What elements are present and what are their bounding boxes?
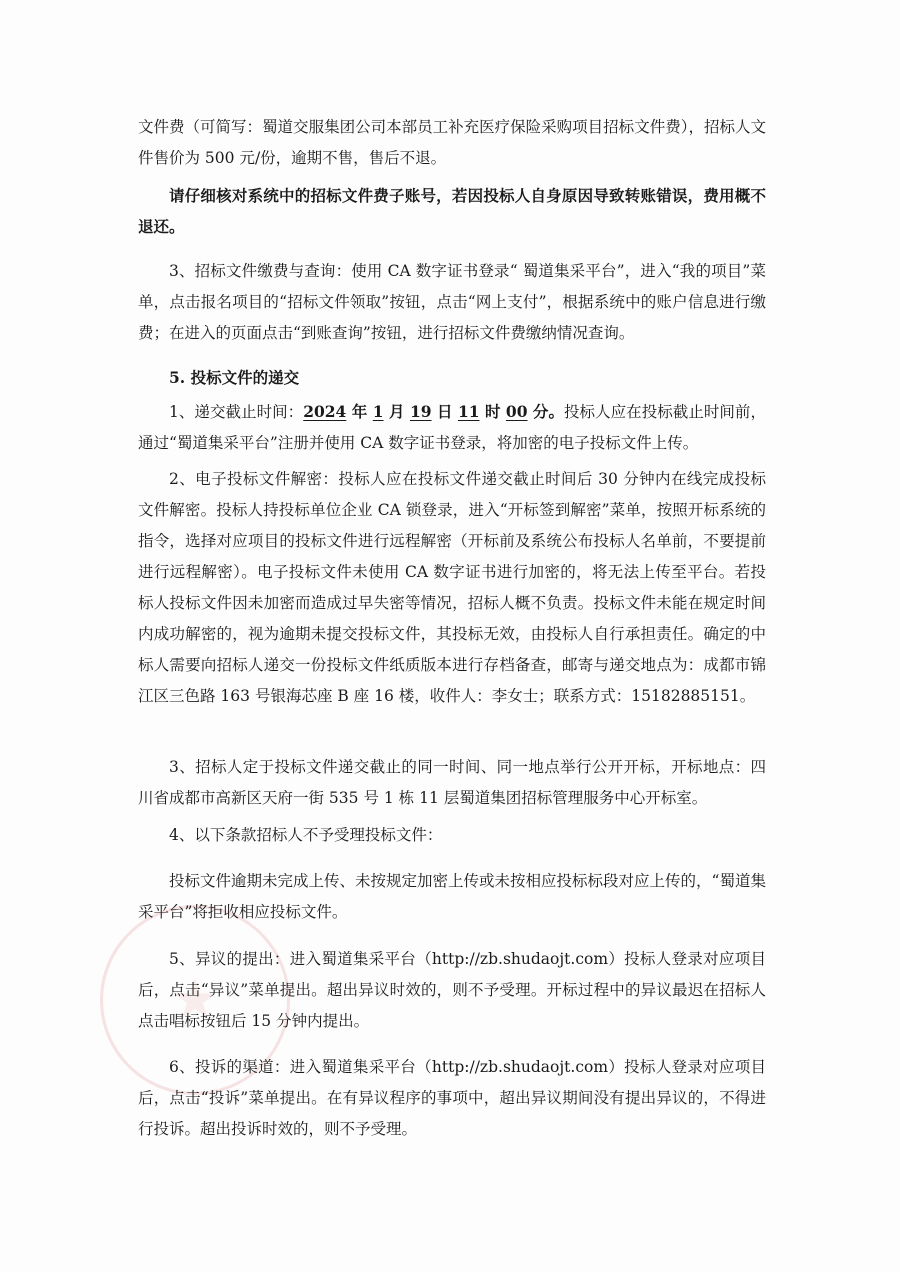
- decrypt-text: 2、电子投标文件解密：投标人应在投标文件递交截止时间后 30 分钟内在线完成投标文件解密。投标人持投标单位企业 CA 锁登录，进入“开标签到解密”菜单，按照开标系统的指令，选择对应项目的投标文件进行远程解密（开标前及系统公布投标人名单前，不要提前进行远程解密）。电子投标文件未使用 CA 数字证书进行加密的，将无法上传至平台。若投标人投标文件因未加密而造成过早失密等情况，招标人概不负责。投标文件未能在规定时间内成功解密的，视为逾期未提交投标文件，其投标无效，由投标人自行承担责任。确定的中标人需要向招标人递交一份投标文件纸质版本进行存档备查，邮寄与递交地点为：成都市锦江区三色路 163 号银海芯座 B 座 16 楼，收件人：李女士；联系方式：15182885151。: [138, 470, 766, 705]
- reject-body-text: 投标文件逾期未完成上传、未按规定加密上传或未按相应投标标段对应上传的，“蜀道集采平台”将拒收相应投标文件。: [138, 872, 766, 921]
- section-heading-block: [138, 362, 766, 393]
- deadline-minute-unit: 分。: [527, 402, 565, 421]
- deadline-hour: 11: [457, 402, 480, 421]
- deadline-hour-unit: 时: [479, 402, 506, 421]
- reject-head-text: 4、以下条款招标人不予受理投标文件：: [169, 826, 443, 844]
- deadline-suffix: 投标人应在投标截止时间前，通过“蜀道集采平台”注册并使用 CA 数字证书登录，将加密的电子投标文件上传。: [138, 403, 766, 452]
- fee-paragraph-text: 文件费（可简写：蜀道交服集团公司本部员工补充医疗保险采购项目招标文件费），招标人文件售价为 500 元/份，逾期不售，售后不退。: [138, 118, 766, 167]
- deadline-prefix: 1、递交截止时间：: [169, 403, 304, 421]
- deadline-month: 1: [372, 402, 384, 421]
- deadline-month-unit: 月: [383, 402, 410, 421]
- deadline-day: 19: [409, 402, 432, 421]
- deadline-minute: 00: [505, 402, 528, 421]
- section-heading: 5. 投标文件的递交: [169, 368, 300, 387]
- document-paragraph-warning: [138, 180, 766, 242]
- document-paragraph-reject-body: [138, 866, 766, 928]
- refund-warning-text: 请仔细核对系统中的招标文件费子账号，若因投标人自身原因导致转账错误，费用概不退还。: [138, 186, 766, 236]
- document-paragraph-complaint: [138, 1052, 766, 1145]
- document-paragraph-reject-head: [138, 820, 766, 851]
- document-paragraph-fee: [138, 112, 766, 174]
- document-paragraph-deadline: [138, 396, 766, 459]
- complaint-text: 6、投诉的渠道：进入蜀道集采平台（http://zb.shudaojt.com）投标人登录对应项目后，点击“投诉”菜单提出。在有异议程序的事项中，超出异议期间没有提出异议的，不得进行投诉。超出投诉时效的，则不予受理。: [138, 1058, 766, 1138]
- document-paragraph-opening: [138, 752, 766, 814]
- document-paragraph-decrypt: [138, 464, 766, 712]
- deadline-year: 2024: [303, 402, 347, 421]
- document-paragraph-objection: [138, 944, 766, 1037]
- objection-text: 5、异议的提出：进入蜀道集采平台（http://zb.shudaojt.com）投标人登录对应项目后，点击“异议”菜单提出。超出异议时效的，则不予受理。开标过程中的异议最迟在招标人点击唱标按钮后 15 分钟内提出。: [138, 950, 766, 1030]
- deadline-day-unit: 日: [431, 402, 458, 421]
- deadline-text: [138, 396, 766, 459]
- opening-text: 3、招标人定于投标文件递交截止的同一时间、同一地点举行公开开标，开标地点：四川省成都市高新区天府一街 535 号 1 栋 11 层蜀道集团招标管理服务中心开标室。: [138, 758, 766, 807]
- deadline-year-unit: 年: [346, 402, 373, 421]
- document-paragraph-payment: [138, 256, 766, 349]
- payment-query-text: 3、招标文件缴费与查询：使用 CA 数字证书登录“ 蜀道集采平台”，进入“我的项目”菜单，点击报名项目的“招标文件领取”按钮，点击“网上支付”，根据系统中的账户信息进行缴费；在进入的页面点击“到账查询”按钮，进行招标文件费缴纳情况查询。: [138, 262, 766, 342]
